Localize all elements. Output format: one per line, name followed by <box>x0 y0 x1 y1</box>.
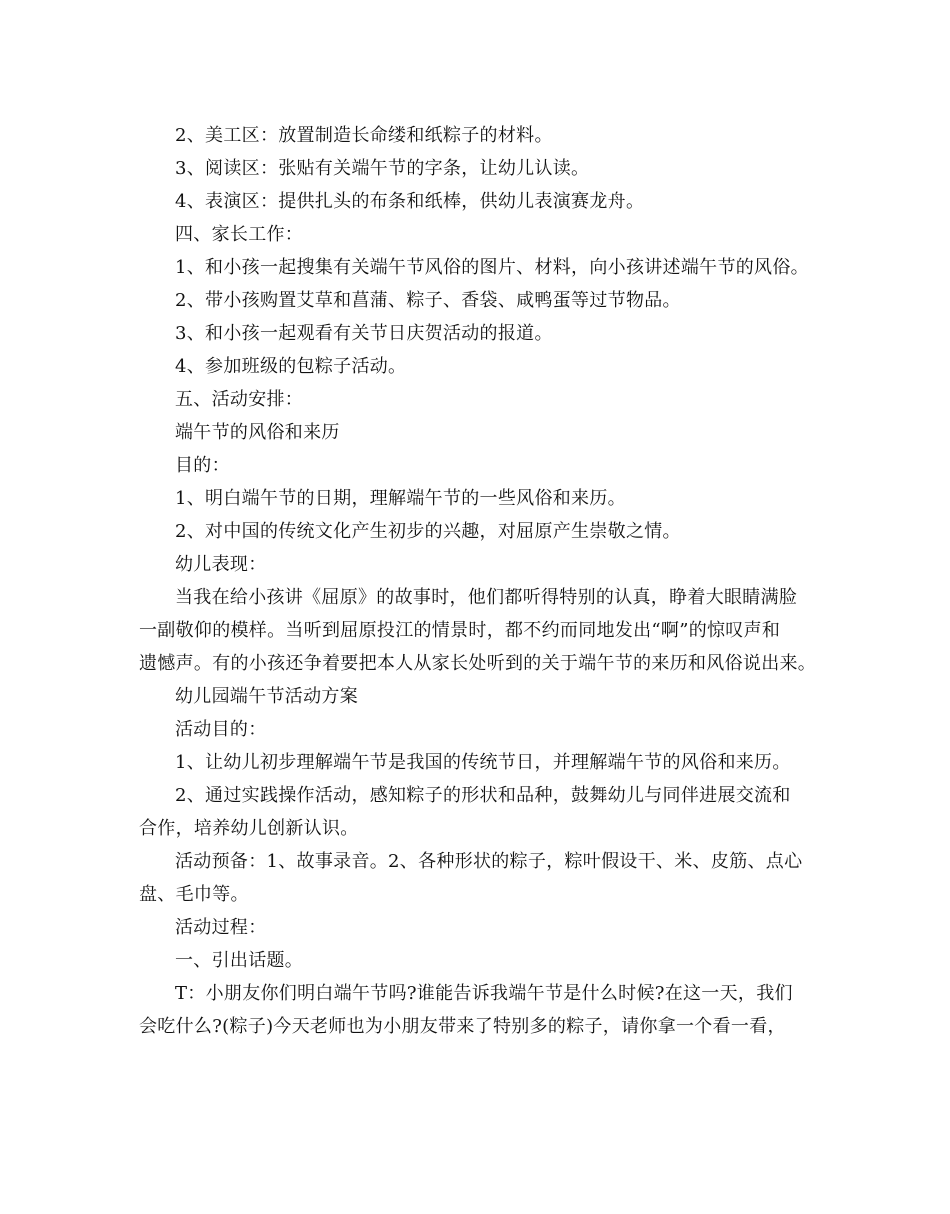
text-line: 遗憾声。有的小孩还争着要把本人从家长处听到的关于端午节的来历和风俗说出来。 <box>139 653 817 674</box>
text-line: 活动预备：1、故事录音。2、各种形状的粽子，粽叶假设干、米、皮筋、点心 <box>175 851 803 872</box>
text-line: 2、美工区：放置制造长命缕和纸粽子的材料。 <box>175 125 553 146</box>
text-line: 4、参加班级的包粽子活动。 <box>175 356 407 377</box>
section-heading: 五、活动安排： <box>175 389 304 410</box>
text-line: 2、对中国的传统文化产生初步的兴趣，对屈原产生崇敬之情。 <box>175 521 681 542</box>
text-line: 一副敬仰的模样。当听到屈原投江的情景时，都不约而同地发出“啊”的惊叹声和 <box>139 620 781 641</box>
subsection-title: 幼儿园端午节活动方案 <box>175 686 358 707</box>
text-line: 活动过程： <box>175 917 267 938</box>
text-line: 盘、毛巾等。 <box>139 884 249 905</box>
text-line: 1、明白端午节的日期，理解端午节的一些风俗和来历。 <box>175 488 626 509</box>
text-line: 1、和小孩一起搜集有关端午节风俗的图片、材料，向小孩讲述端午节的风俗。 <box>175 257 809 278</box>
text-line: 幼儿表现： <box>175 554 267 575</box>
text-line: 目的： <box>175 455 230 476</box>
text-line: 2、带小孩购置艾草和菖蒲、粽子、香袋、咸鸭蛋等过节物品。 <box>175 290 681 311</box>
text-line: 当我在给小孩讲《屈原》的故事时，他们都听得特别的认真，睁着大眼睛满脸 <box>175 587 798 608</box>
document-body <box>139 119 819 1043</box>
text-line: 合作，培养幼儿创新认识。 <box>139 818 359 839</box>
text-line: 3、和小孩一起观看有关节日庆贺活动的报道。 <box>175 323 553 344</box>
text-line: 4、表演区：提供扎头的布条和纸棒，供幼儿表演赛龙舟。 <box>175 191 645 212</box>
text-line: 会吃什么?(粽子)今天老师也为小朋友带来了特别多的粽子，请你拿一个看一看， <box>139 1016 786 1037</box>
text-line: T：小朋友你们明白端午节吗?谁能告诉我端午节是什么时候?在这一天，我们 <box>175 983 793 1004</box>
subsection-title: 端午节的风俗和来历 <box>175 422 340 443</box>
text-line: 2、通过实践操作活动，感知粽子的形状和品种，鼓舞幼儿与同伴进展交流和 <box>175 785 791 806</box>
text-line: 一、引出话题。 <box>175 950 304 971</box>
text-line: 活动目的： <box>175 719 267 740</box>
section-heading: 四、家长工作： <box>175 224 304 245</box>
text-line: 3、阅读区：张贴有关端午节的字条，让幼儿认读。 <box>175 158 590 179</box>
text-line: 1、让幼儿初步理解端午节是我国的传统节日，并理解端午节的风俗和来历。 <box>175 752 791 773</box>
